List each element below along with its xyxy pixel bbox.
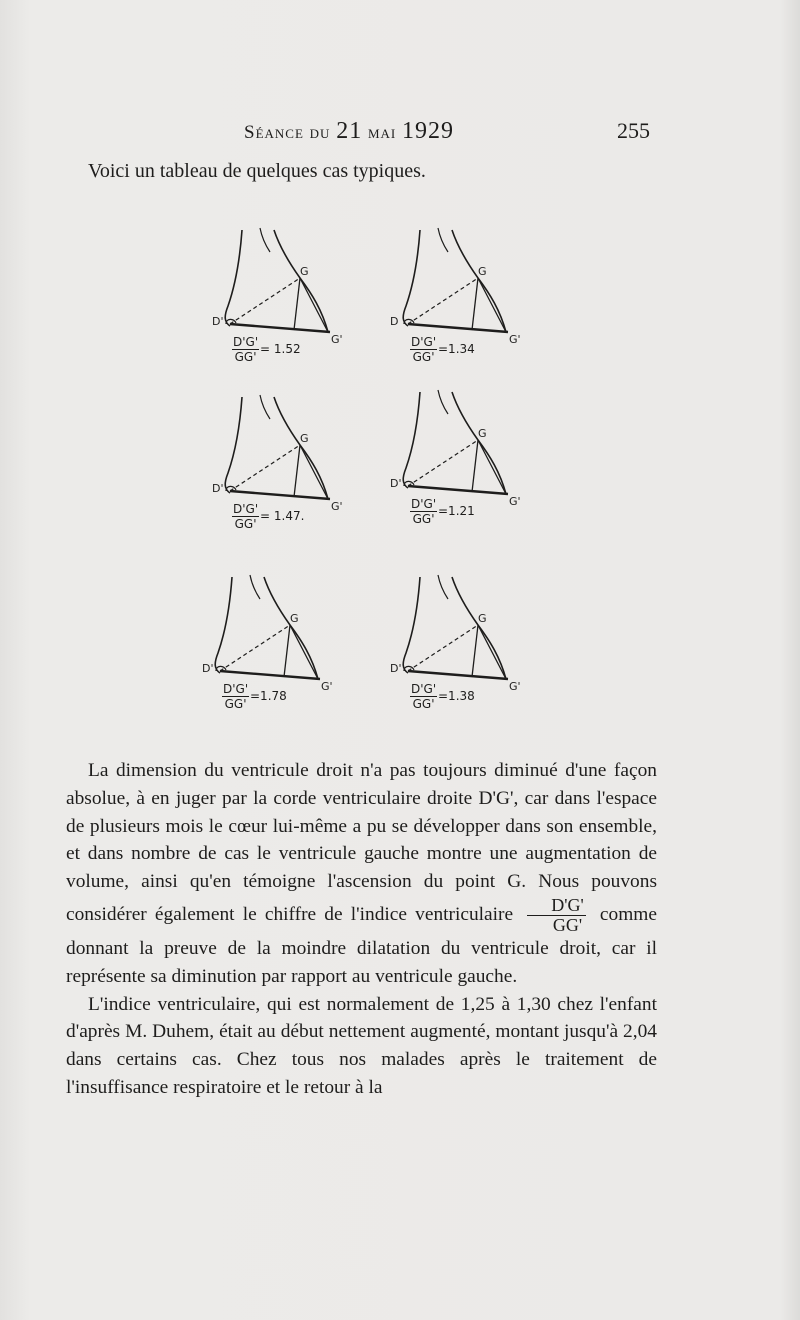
base-line xyxy=(230,491,330,499)
fraction-numerator: D'G' xyxy=(411,335,437,349)
fraction-denominator: GG' xyxy=(234,517,257,531)
g-vertical xyxy=(472,278,478,330)
index-value: =1.78 xyxy=(250,689,287,703)
inline-frac-numerator: D'G' xyxy=(527,896,585,916)
paragraph-1-start: La dimension du ventricule droit n'a pas toujours diminué d'une façon absolue, à en juger par la corde ventriculaire droite D'G', car dans l'espace de plusieurs mois le cœur lui-même a pu se développer dans son ensemble, et dans nombre de cas le ventricule gauche montre une augmentation de volume, ainsi qu'en témoigne l'ascension du point G. Nous pouvons considérer également le chiffre de l'indice ventriculaire xyxy=(66,760,657,925)
chord-dg xyxy=(230,445,300,491)
heart-diagram xyxy=(200,395,360,535)
left-contour xyxy=(403,230,420,326)
vessel-line xyxy=(260,228,270,252)
fraction-numerator: D'G' xyxy=(233,502,259,516)
index-fraction xyxy=(232,503,259,530)
index-fraction xyxy=(410,336,437,363)
heart-silhouette xyxy=(200,395,360,515)
base-line xyxy=(230,324,330,332)
fraction-numerator: D'G' xyxy=(411,682,437,696)
vessel-line xyxy=(438,575,448,599)
point-gp-label: G' xyxy=(331,333,343,346)
point-d-label: D' xyxy=(212,482,224,495)
heart-silhouette xyxy=(200,228,360,348)
point-d-label: D' xyxy=(212,315,224,328)
index-value: =1.38 xyxy=(438,689,475,703)
heart-silhouette xyxy=(190,575,350,695)
intro-sentence: Voici un tableau de quelques cas typiques. xyxy=(88,160,426,182)
vessel-line xyxy=(438,228,448,252)
g-gp-line xyxy=(478,440,506,494)
fraction-denominator: GG' xyxy=(224,697,247,711)
index-fraction xyxy=(232,336,259,363)
page-number: 255 xyxy=(617,118,650,143)
g-vertical xyxy=(472,625,478,677)
heart-diagram xyxy=(190,575,350,715)
point-gp-label: G' xyxy=(509,333,521,346)
point-g-label: G xyxy=(300,265,309,278)
base-line xyxy=(408,324,508,332)
point-g-label: G xyxy=(300,432,309,445)
heart-diagram xyxy=(200,228,360,368)
g-vertical xyxy=(472,440,478,492)
base-line xyxy=(408,671,508,679)
point-g-label: G xyxy=(478,612,487,625)
left-contour xyxy=(225,230,242,326)
inline-ventricular-index xyxy=(527,896,585,935)
inline-frac-denominator: GG' xyxy=(552,914,583,935)
g-gp-line xyxy=(290,625,318,679)
g-gp-line xyxy=(478,278,506,332)
point-g-label: G xyxy=(290,612,299,625)
heart-silhouette xyxy=(378,390,538,510)
heart-diagram xyxy=(378,575,538,715)
paragraph-1 xyxy=(66,757,657,991)
chord-dg xyxy=(408,278,478,324)
g-vertical xyxy=(284,625,290,677)
index-value: =1.21 xyxy=(438,504,475,518)
fraction-denominator: GG' xyxy=(234,350,257,364)
point-d-label: D' xyxy=(390,477,402,490)
g-vertical xyxy=(294,278,300,330)
left-contour xyxy=(215,577,232,673)
chord-dg xyxy=(408,440,478,486)
index-value: = 1.52 xyxy=(260,342,301,356)
running-title-text: Séance du xyxy=(244,122,331,143)
point-d-label: D' xyxy=(202,662,214,675)
index-fraction xyxy=(410,498,437,525)
header-month: mai xyxy=(367,122,397,143)
fraction-denominator: GG' xyxy=(412,512,435,526)
point-d-label: D' xyxy=(390,662,402,675)
index-fraction xyxy=(222,683,249,710)
vessel-line xyxy=(260,395,270,419)
paragraph-2: L'indice ventriculaire, qui est normalement de 1,25 à 1,30 chez l'enfant d'après M. Duhem, était au début nettement augmenté, montant jusqu'à 2,04 dans certains cas. Chez tous nos malades après le traitement de l'insuffisance respiratoire et le retour à la xyxy=(66,993,657,1098)
index-value: = 1.47. xyxy=(260,509,305,523)
heart-silhouette xyxy=(378,575,538,695)
chord-dg xyxy=(230,278,300,324)
g-vertical xyxy=(294,445,300,497)
g-gp-line xyxy=(478,625,506,679)
fraction-denominator: GG' xyxy=(412,350,435,364)
left-contour xyxy=(403,577,420,673)
heart-diagram xyxy=(378,228,538,368)
point-d-label: D xyxy=(390,315,399,328)
g-gp-line xyxy=(300,445,328,499)
index-value: =1.34 xyxy=(438,342,475,356)
header-day: 21 xyxy=(336,118,363,144)
point-gp-label: G' xyxy=(509,495,521,508)
paragraph-1-end: comme donnant la preuve de la moindre dilatation du ventricule droit, car il représente sa diminution par rapport au ventricule gauche. xyxy=(66,903,657,987)
vessel-line xyxy=(438,390,448,414)
left-contour xyxy=(225,397,242,493)
fraction-denominator: GG' xyxy=(412,697,435,711)
heart-diagram xyxy=(378,390,538,530)
point-gp-label: G' xyxy=(509,680,521,693)
chord-dg xyxy=(220,625,290,671)
base-line xyxy=(408,486,508,494)
chord-dg xyxy=(408,625,478,671)
base-line xyxy=(220,671,320,679)
body-text xyxy=(66,757,657,1102)
point-gp-label: G' xyxy=(331,500,343,513)
g-gp-line xyxy=(300,278,328,332)
heart-silhouette xyxy=(378,228,538,348)
fraction-numerator: D'G' xyxy=(223,682,249,696)
fraction-numerator: D'G' xyxy=(233,335,259,349)
header-year: 1929 xyxy=(401,118,454,144)
point-g-label: G xyxy=(478,427,487,440)
left-contour xyxy=(403,392,420,488)
vessel-line xyxy=(250,575,260,599)
index-fraction xyxy=(410,683,437,710)
point-gp-label: G' xyxy=(321,680,333,693)
point-g-label: G xyxy=(478,265,487,278)
fraction-numerator: D'G' xyxy=(411,497,437,511)
